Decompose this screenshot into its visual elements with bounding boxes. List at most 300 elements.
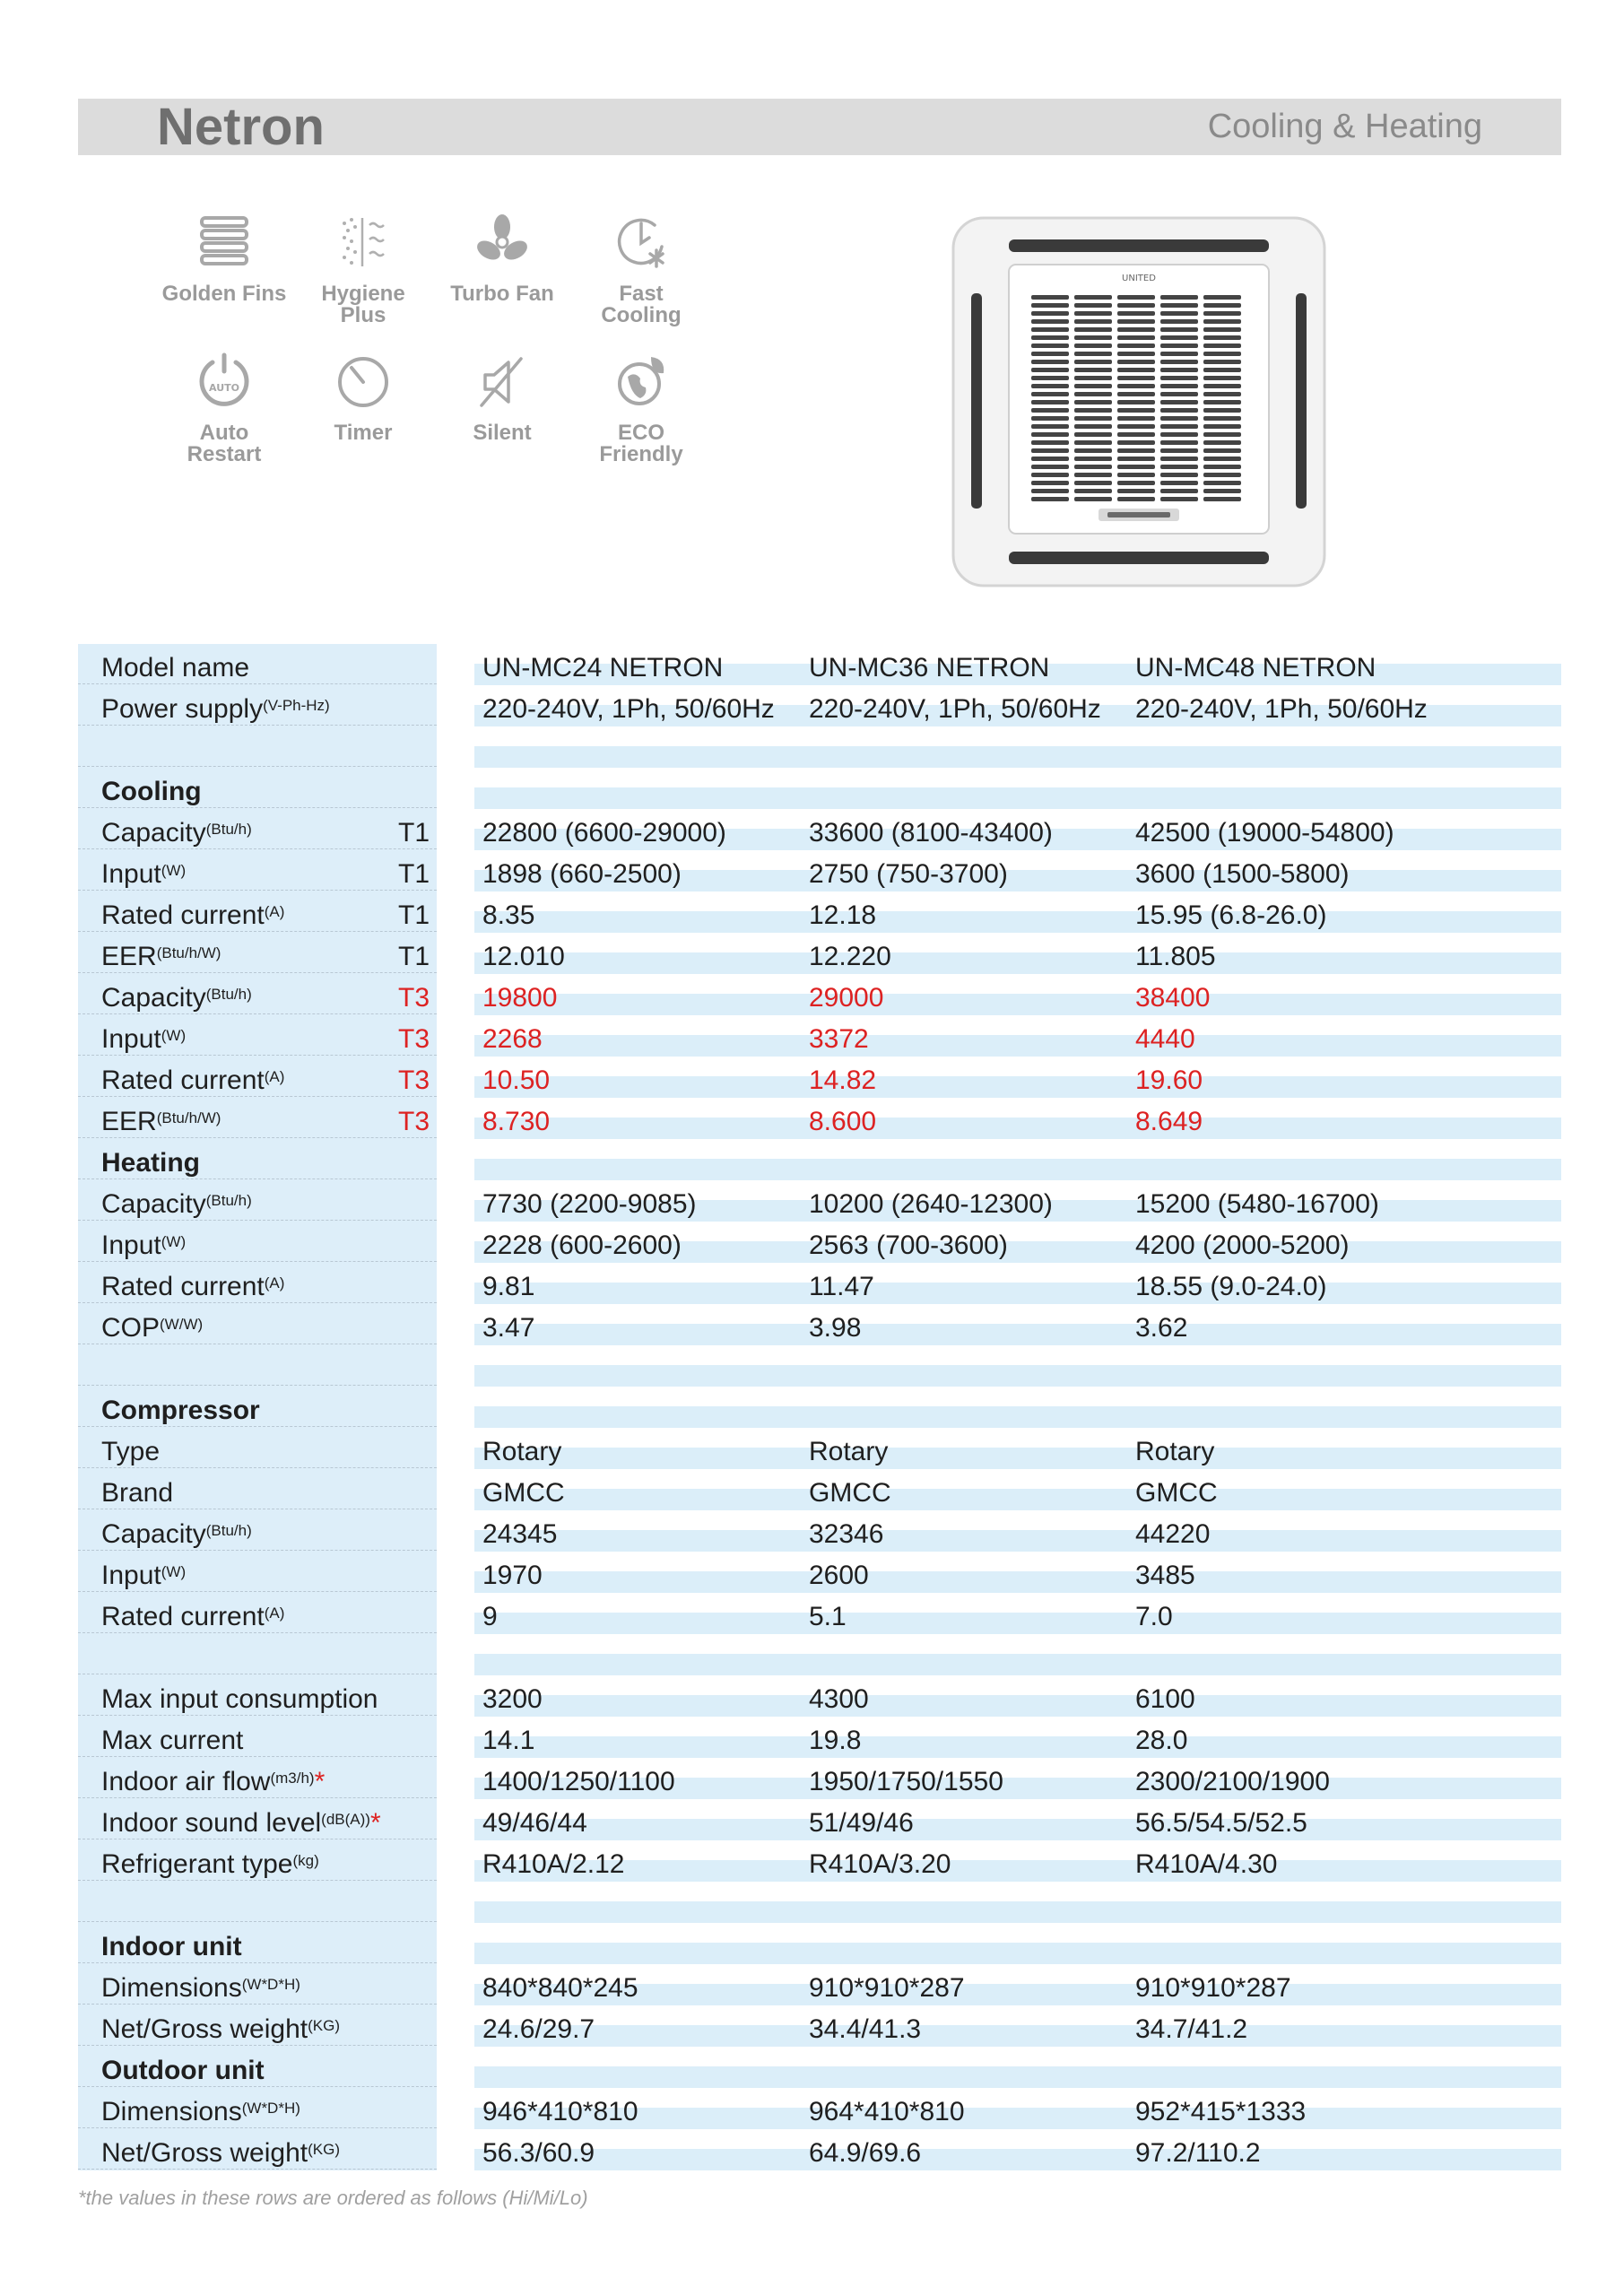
footnote-marker: * [369,1808,381,1838]
row-label [78,1675,437,1717]
feature-label: Auto Restart [187,421,262,466]
grille-slat [1031,360,1069,364]
row-label [78,2129,437,2170]
feature-fast-cooling [578,211,704,326]
grille-slat [1031,416,1069,421]
row-label [78,1263,437,1304]
grille-slat [1031,311,1069,316]
grille-slat [1117,360,1155,364]
grille-slat [1117,465,1155,469]
grille-slat [1074,376,1112,380]
row-label [78,2088,437,2129]
feature-golden-fins [161,211,287,305]
grille-slat [1117,481,1155,485]
grille-slat [1031,408,1069,413]
grille-slat [1203,360,1241,364]
grille-slat [1117,473,1155,477]
spec-row [78,1510,1561,1552]
grille-slat [1160,384,1198,388]
row-unit: (KG) [308,2141,340,2158]
grille-slat [1160,408,1198,413]
row-label [78,1717,437,1758]
model-1-value: 840*840*245 [482,1973,638,2003]
grille-slat [1031,392,1069,396]
model-1-value: 24.6/29.7 [482,2014,595,2044]
row-unit: (W) [161,1233,187,1250]
grille-slat [1031,424,1069,429]
grille-slat [1074,303,1112,308]
row-unit: (W/W) [160,1316,204,1333]
model-1-value: 3.47 [482,1313,535,1343]
grille-slat [1160,392,1198,396]
grille-slat [1117,440,1155,445]
row-label [78,644,437,685]
grille-slat [1160,400,1198,404]
grille-slat [1117,376,1155,380]
grille-slat [1203,327,1241,332]
model-3-value: R410A/4.30 [1135,1849,1278,1879]
row-label-text: Dimensions [101,2097,242,2126]
model-1-value: 14.1 [482,1726,535,1755]
feature-eco-friendly [578,350,704,465]
model-2-value: 29000 [809,983,884,1013]
row-label-text: Capacity [101,818,206,848]
row-label [78,1098,437,1139]
grille-slat [1074,352,1112,356]
row-divider [78,1385,437,1386]
grille-slat [1160,473,1198,477]
model-2-value: 14.82 [809,1065,877,1095]
row-label [78,1180,437,1222]
section-heading-row [78,2047,1561,2088]
model-1-value: Rotary [482,1437,562,1466]
model-2-value: 8.600 [809,1107,877,1136]
row-band [474,1736,1561,1758]
grille-slat [1160,303,1198,308]
model-2-value: 964*410*810 [809,2097,965,2126]
model-2-value: 32346 [809,1519,884,1549]
grille-slat [1074,465,1112,469]
row-label-text: Rated current [101,1272,265,1301]
model-3-value: Rotary [1135,1437,1215,1466]
row-band [474,1654,1561,1675]
row-label [78,768,437,809]
grille-slat [1031,457,1069,461]
model-2-value: 220-240V, 1Ph, 50/60Hz [809,694,1101,724]
grille-slat [1160,311,1198,316]
row-label [78,685,437,726]
row-label [78,891,437,933]
condition-tag: T1 [398,859,430,889]
model-3-value: 44220 [1135,1519,1211,1549]
grille-slat [1203,376,1241,380]
model-1-value: GMCC [482,1478,565,1508]
condition-tag: T3 [398,1107,430,1136]
row-unit: (W) [161,862,187,879]
row-unit: (A) [264,1274,285,1292]
model-3-value: 910*910*287 [1135,1973,1291,2003]
grille-slat [1117,448,1155,453]
row-label-text: Compressor [101,1396,260,1425]
model-1-value: 1400/1250/1100 [482,1767,675,1796]
grille-slat [1203,392,1241,396]
spec-row [78,685,1561,726]
spec-row [78,1098,1561,1139]
grille-slat [1074,424,1112,429]
feature-label: ECO Friendly [599,421,683,466]
row-label-text: COP [101,1313,161,1343]
spec-row [78,1304,1561,1345]
grille-slat [1074,457,1112,461]
model-2-value: UN-MC36 NETRON [809,653,1050,683]
grille-slat [1031,384,1069,388]
row-unit: (Btu/h) [205,1192,252,1209]
model-3-value: 3485 [1135,1561,1195,1590]
condition-tag: T3 [398,1024,430,1054]
model-3-value: 15.95 (6.8-26.0) [1135,900,1327,930]
row-label-text: Net/Gross weight [101,2014,308,2044]
model-2-value: Rotary [809,1437,889,1466]
spec-row [78,2088,1561,2129]
model-1-value: 9 [482,1602,498,1631]
grille-slat [1031,448,1069,453]
row-label-text: Rated current [101,1065,265,1095]
row-band [474,1860,1561,1882]
row-band [474,1695,1561,1717]
row-label-text: Net/Gross weight [101,2138,308,2168]
grille-slat [1031,432,1069,437]
spec-row [78,1428,1561,1469]
model-1-value: 220-240V, 1Ph, 50/60Hz [482,694,775,724]
row-band [474,1613,1561,1634]
row-label-text: Max current [101,1726,244,1755]
grille-slat [1074,440,1112,445]
grille-slat [1074,448,1112,453]
grille-slat [1117,432,1155,437]
row-band [474,1530,1561,1552]
spec-row [78,1552,1561,1593]
grille-slat [1074,497,1112,501]
model-3-value: 4200 (2000-5200) [1135,1231,1350,1260]
section-heading-row [78,768,1561,809]
row-unit: (A) [264,903,285,920]
model-1-value: 12.010 [482,942,565,971]
row-label-text: Dimensions [101,1973,242,2003]
grille-slat [1160,295,1198,300]
row-unit: (Btu/h/W) [156,1109,221,1126]
row-label-text: Cooling [101,777,202,806]
row-label [78,933,437,974]
model-3-value: 220-240V, 1Ph, 50/60Hz [1135,694,1428,724]
model-3-value: 97.2/110.2 [1135,2138,1261,2168]
spec-row [78,644,1561,685]
grille-slat [1160,327,1198,332]
row-label-text: Input [101,1231,161,1260]
model-3-value: 19.60 [1135,1065,1203,1095]
grille-slat [1160,352,1198,356]
spec-row [78,933,1561,974]
row-band [474,1489,1561,1510]
feature-label: Timer [334,421,393,445]
model-3-value: UN-MC48 NETRON [1135,653,1376,683]
grille-slat [1160,489,1198,493]
row-label-text: Capacity [101,983,206,1013]
grille-slat [1117,408,1155,413]
model-2-value: 910*910*287 [809,1973,965,2003]
model-1-value: 3200 [482,1684,543,1714]
row-band [474,1819,1561,1840]
model-3-value: 952*415*1333 [1135,2097,1307,2126]
row-unit: (Btu/h) [205,986,252,1003]
spec-row [78,1799,1561,1840]
grille-slat [1203,368,1241,372]
row-label [78,1222,437,1263]
row-band [474,1324,1561,1345]
spacer-row [78,726,1561,768]
grille-slat [1117,295,1155,300]
model-2-value: 12.18 [809,900,877,930]
product-brand-label: UNITED [1122,274,1156,283]
model-3-value: 42500 (19000-54800) [1135,818,1394,848]
grille-slat [1160,424,1198,429]
page-header [78,99,1561,155]
hygiene-plus-icon [332,211,395,274]
row-label [78,974,437,1015]
row-label [78,1304,437,1345]
model-2-value: 2563 (700-3600) [809,1231,1008,1260]
grille-slat [1160,335,1198,340]
spec-row [78,1263,1561,1304]
row-divider [78,766,437,767]
row-band [474,952,1561,974]
grille-slat [1031,295,1069,300]
model-3-value: 3.62 [1135,1313,1188,1343]
row-label-text: Max input consumption [101,1684,378,1714]
model-2-value: 51/49/46 [809,1808,914,1838]
footnote: *the values in these rows are ordered as follows (Hi/Mi/Lo) [78,2187,588,2209]
grille-slat [1031,368,1069,372]
spec-row [78,1840,1561,1882]
model-1-value: 19800 [482,983,558,1013]
grille-slat [1074,392,1112,396]
row-band [474,911,1561,933]
row-band [474,1943,1561,1964]
model-2-value: 2600 [809,1561,869,1590]
grille-slat [1160,457,1198,461]
spec-row [78,2129,1561,2170]
row-band [474,1571,1561,1593]
row-band [474,2025,1561,2047]
model-3-value: 4440 [1135,1024,1195,1054]
row-unit: (Btu/h) [205,821,252,838]
row-label-text: Rated current [101,1602,265,1631]
model-1-value: 2228 (600-2600) [482,1231,682,1260]
row-band [474,1901,1561,1923]
grille-slat [1203,448,1241,453]
row-label [78,1758,437,1799]
spec-row [78,1717,1561,1758]
row-band [474,1283,1561,1304]
model-3-value: 11.805 [1135,942,1216,971]
grille-slat [1117,497,1155,501]
grille-slat [1117,384,1155,388]
grille-slat [1160,497,1198,501]
grille-slat [1203,311,1241,316]
model-2-value: 4300 [809,1684,869,1714]
grille-slat [1074,327,1112,332]
row-unit: (W) [161,1027,187,1044]
spacer-row [78,1345,1561,1387]
grille-slat [1031,465,1069,469]
row-label-text: Indoor sound level [101,1808,322,1838]
row-label [78,1799,437,1840]
model-3-value: 7.0 [1135,1602,1173,1631]
row-unit: (m3/h) [270,1770,315,1787]
grille-slat [1074,344,1112,348]
model-1-value: 49/46/44 [482,1808,587,1838]
spec-row [78,1057,1561,1098]
grille-slat [1203,432,1241,437]
grille-slat [1117,335,1155,340]
spec-row [78,891,1561,933]
grille-slat [1203,440,1241,445]
row-band [474,1406,1561,1428]
grille-slat [1203,319,1241,324]
row-unit: (A) [264,1068,285,1085]
row-label [78,1428,437,1469]
grille-slat [1203,335,1241,340]
grille-slat [1074,335,1112,340]
model-2-value: R410A/3.20 [809,1849,951,1879]
spec-row [78,850,1561,891]
grille-slat [1031,352,1069,356]
model-2-value: 1950/1750/1550 [809,1767,1003,1796]
row-label-text: Brand [101,1478,174,1508]
row-label [78,2047,437,2088]
grille-slat [1074,416,1112,421]
grille-slat [1074,400,1112,404]
grille-slat [1160,376,1198,380]
row-unit: (dB(A)) [321,1811,370,1828]
grille-slat [1117,327,1155,332]
grille-slat [1031,489,1069,493]
product-image [946,213,1332,589]
model-2-value: 64.9/69.6 [809,2138,922,2168]
spec-row [78,1593,1561,1634]
grille-slat [1074,368,1112,372]
model-1-value: 1898 (660-2500) [482,859,682,889]
row-label-text: Indoor air flow [101,1767,271,1796]
condition-tag: T1 [398,900,430,930]
condition-tag: T1 [398,818,430,848]
auto-restart-icon [193,350,256,413]
spec-row [78,809,1561,850]
grille-slat [1160,465,1198,469]
model-3-value: 8.649 [1135,1107,1203,1136]
spacer-row [78,1634,1561,1675]
grille-slat [1074,489,1112,493]
row-label [78,1015,437,1057]
feature-label: Turbo Fan [450,282,554,306]
grille-slat [1031,497,1069,501]
grille-slat [1074,311,1112,316]
grille-slat [1074,408,1112,413]
grille-slat [1203,384,1241,388]
row-band [474,1118,1561,1139]
row-unit: (Btu/h) [205,1522,252,1539]
grille-slat [1031,400,1069,404]
model-3-value: 34.7/41.2 [1135,2014,1248,2044]
grille-slat [1203,303,1241,308]
grille-slat [1031,327,1069,332]
grille-slat [1203,473,1241,477]
section-heading-row [78,1923,1561,1964]
grille-slat [1074,384,1112,388]
grille-slat [1117,352,1155,356]
row-unit: (W*D*H) [241,2100,300,2117]
model-3-value: 6100 [1135,1684,1195,1714]
model-2-value: GMCC [809,1478,891,1508]
row-label-text: EER [101,942,157,971]
row-unit: (V-Ph-Hz) [263,697,330,714]
row-band [474,1159,1561,1180]
row-label [78,1964,437,2005]
spec-row [78,2005,1561,2047]
feature-silent [439,350,565,444]
spec-row [78,974,1561,1015]
fast-cooling-icon [610,211,673,274]
grille-slat [1203,408,1241,413]
spec-row [78,1222,1561,1263]
model-1-value: 2268 [482,1024,543,1054]
model-3-value: 18.55 (9.0-24.0) [1135,1272,1327,1301]
eco-friendly-icon [610,350,673,413]
row-unit: (W) [161,1563,187,1580]
row-label-text: Input [101,859,161,889]
row-band [474,787,1561,809]
grille-slat [1160,448,1198,453]
row-label-text: Power supply [101,694,264,724]
grille-slat [1117,392,1155,396]
grille-slat [1203,481,1241,485]
section-heading-row [78,1139,1561,1180]
feature-label: Hygiene Plus [321,282,405,327]
model-3-value: 15200 (5480-16700) [1135,1189,1379,1219]
model-2-value: 3372 [809,1024,869,1054]
model-1-value: 946*410*810 [482,2097,638,2126]
model-2-value: 2750 (750-3700) [809,859,1008,889]
model-3-value: 28.0 [1135,1726,1188,1755]
grille-slat [1203,497,1241,501]
grille-slat [1160,440,1198,445]
model-3-value: GMCC [1135,1478,1218,1508]
spec-table [78,644,1561,2170]
grille-slat [1117,489,1155,493]
row-label [78,850,437,891]
grille-slat [1203,295,1241,300]
row-label-text: Input [101,1024,161,1054]
grille-slat [1031,303,1069,308]
feature-turbo-fan [439,211,565,305]
grille-slat [1117,457,1155,461]
grille-slat [1117,344,1155,348]
model-2-value: 34.4/41.3 [809,2014,922,2044]
grille-slat [1160,481,1198,485]
grille-slat [1031,335,1069,340]
model-3-value: 56.5/54.5/52.5 [1135,1808,1307,1838]
grille-slat [1203,352,1241,356]
row-label [78,1387,437,1428]
